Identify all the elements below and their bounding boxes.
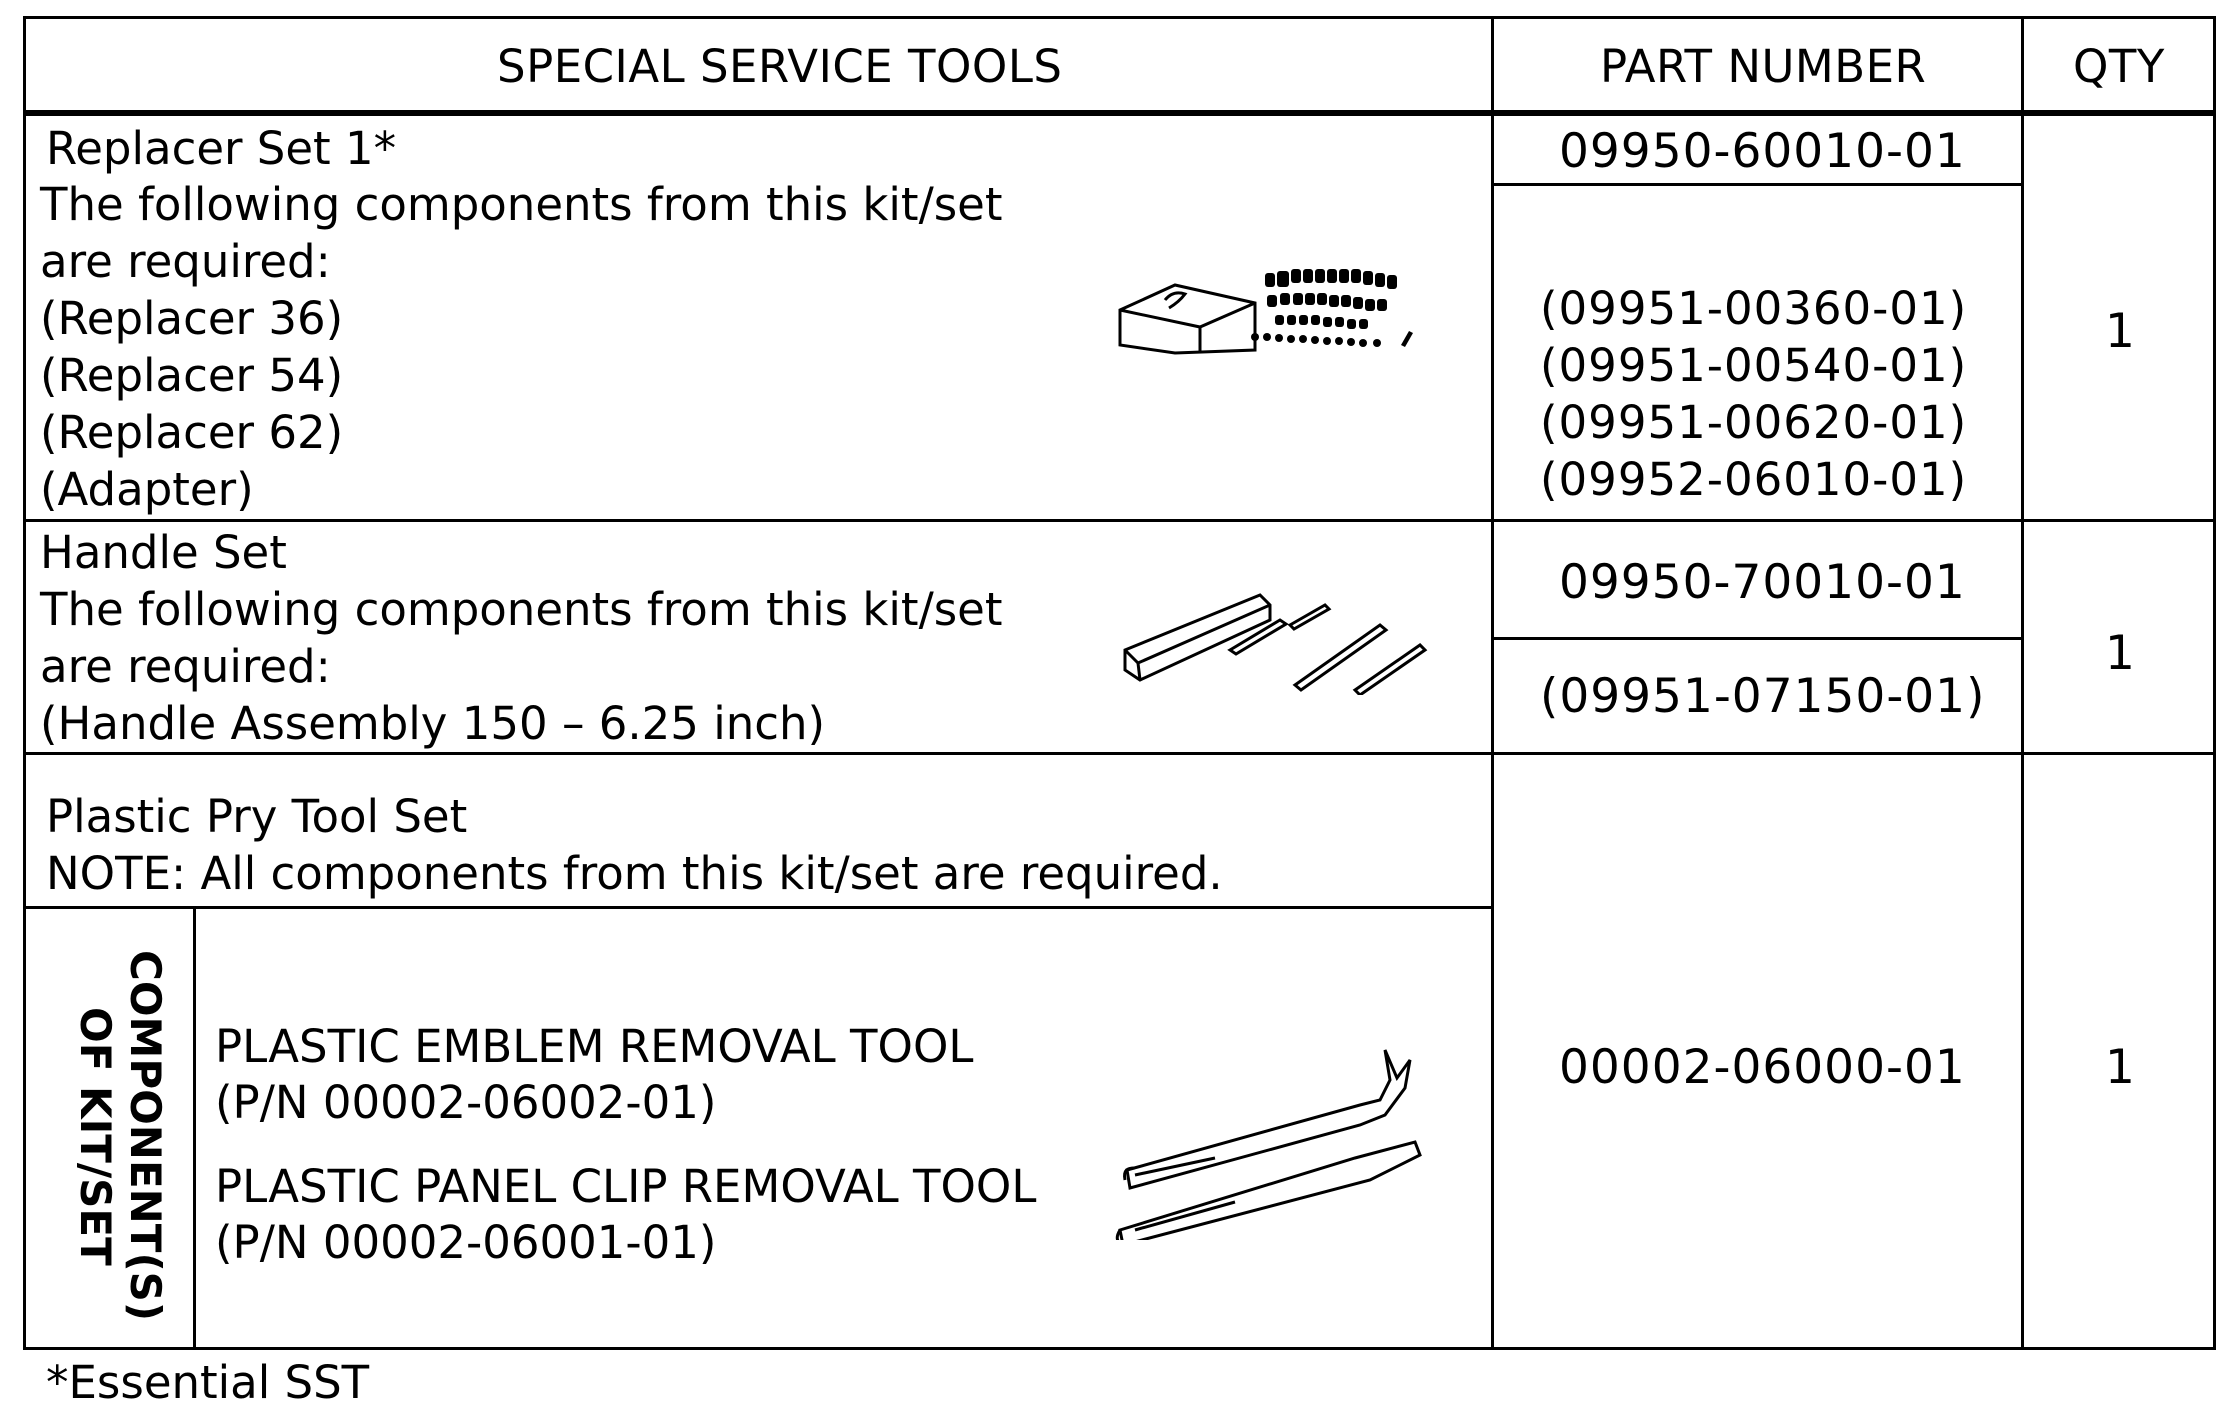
row1-component-part-numbers <box>1540 280 1967 508</box>
header-tools: SPECIAL SERVICE TOOLS <box>497 40 1063 93</box>
row1-line: The following components from this kit/set <box>40 178 1003 231</box>
col-divider-part <box>1491 16 1494 1350</box>
row2-description <box>40 581 1003 752</box>
row3-title: Plastic Pry Tool Set <box>46 790 468 843</box>
row2-bottom-rule <box>23 752 2216 755</box>
row2-qty: 1 <box>2105 626 2135 681</box>
row1-subrule <box>1491 183 2024 186</box>
col-divider-qty <box>2021 16 2024 1350</box>
components-side-label: COMPONENT(S) OF KIT/SET <box>71 950 170 1322</box>
replacer-set-illustration <box>1115 255 1435 365</box>
row1-line: are required: <box>40 235 331 288</box>
row2-subrule <box>1491 637 2024 640</box>
row3-subrule <box>23 906 1494 909</box>
row3-qty: 1 <box>2105 1040 2135 1095</box>
row1-component-pn: (09951-00540-01) <box>1540 339 1968 392</box>
row1-title: Replacer Set 1* <box>46 122 397 175</box>
footnote: *Essential SST <box>46 1356 370 1409</box>
row3-note: NOTE: All components from this kit/set are required. <box>46 847 1223 900</box>
row2-line: (Handle Assembly 150 – 6.25 inch) <box>40 697 826 750</box>
component-name: PLASTIC PANEL CLIP REMOVAL TOOL <box>215 1160 1037 1213</box>
row2-line: are required: <box>40 640 331 693</box>
row1-description <box>40 176 1003 518</box>
row2-title: Handle Set <box>40 526 287 579</box>
header-part-number: PART NUMBER <box>1600 40 1927 93</box>
row1-line: (Replacer 36) <box>40 292 344 345</box>
row1-bottom-rule <box>23 519 2216 522</box>
component-name: PLASTIC EMBLEM REMOVAL TOOL <box>215 1020 974 1073</box>
handle-set-illustration <box>1120 585 1430 695</box>
component-pn: (P/N 00002-06002-01) <box>215 1076 717 1129</box>
row1-component-pn: (09951-00360-01) <box>1540 282 1968 335</box>
component-pn: (P/N 00002-06001-01) <box>215 1216 717 1269</box>
row2-part-number: 09950-70010-01 <box>1559 555 1966 610</box>
header-rule <box>23 110 2216 116</box>
row1-line: (Replacer 62) <box>40 406 344 459</box>
row1-component-pn: (09952-06010-01) <box>1540 453 1968 506</box>
pry-tool-illustration <box>1115 1040 1435 1240</box>
row2-component-part-number: (09951-07150-01) <box>1540 669 1986 724</box>
row1-qty: 1 <box>2105 304 2135 359</box>
row1-part-number: 09950-60010-01 <box>1559 124 1966 179</box>
row2-line: The following components from this kit/set <box>40 583 1003 636</box>
row3-part-number: 00002-06000-01 <box>1559 1040 1966 1095</box>
row1-line: (Adapter) <box>40 463 254 516</box>
row1-component-pn: (09951-00620-01) <box>1540 396 1968 449</box>
header-qty: QTY <box>2073 40 2165 93</box>
row1-line: (Replacer 54) <box>40 349 344 402</box>
